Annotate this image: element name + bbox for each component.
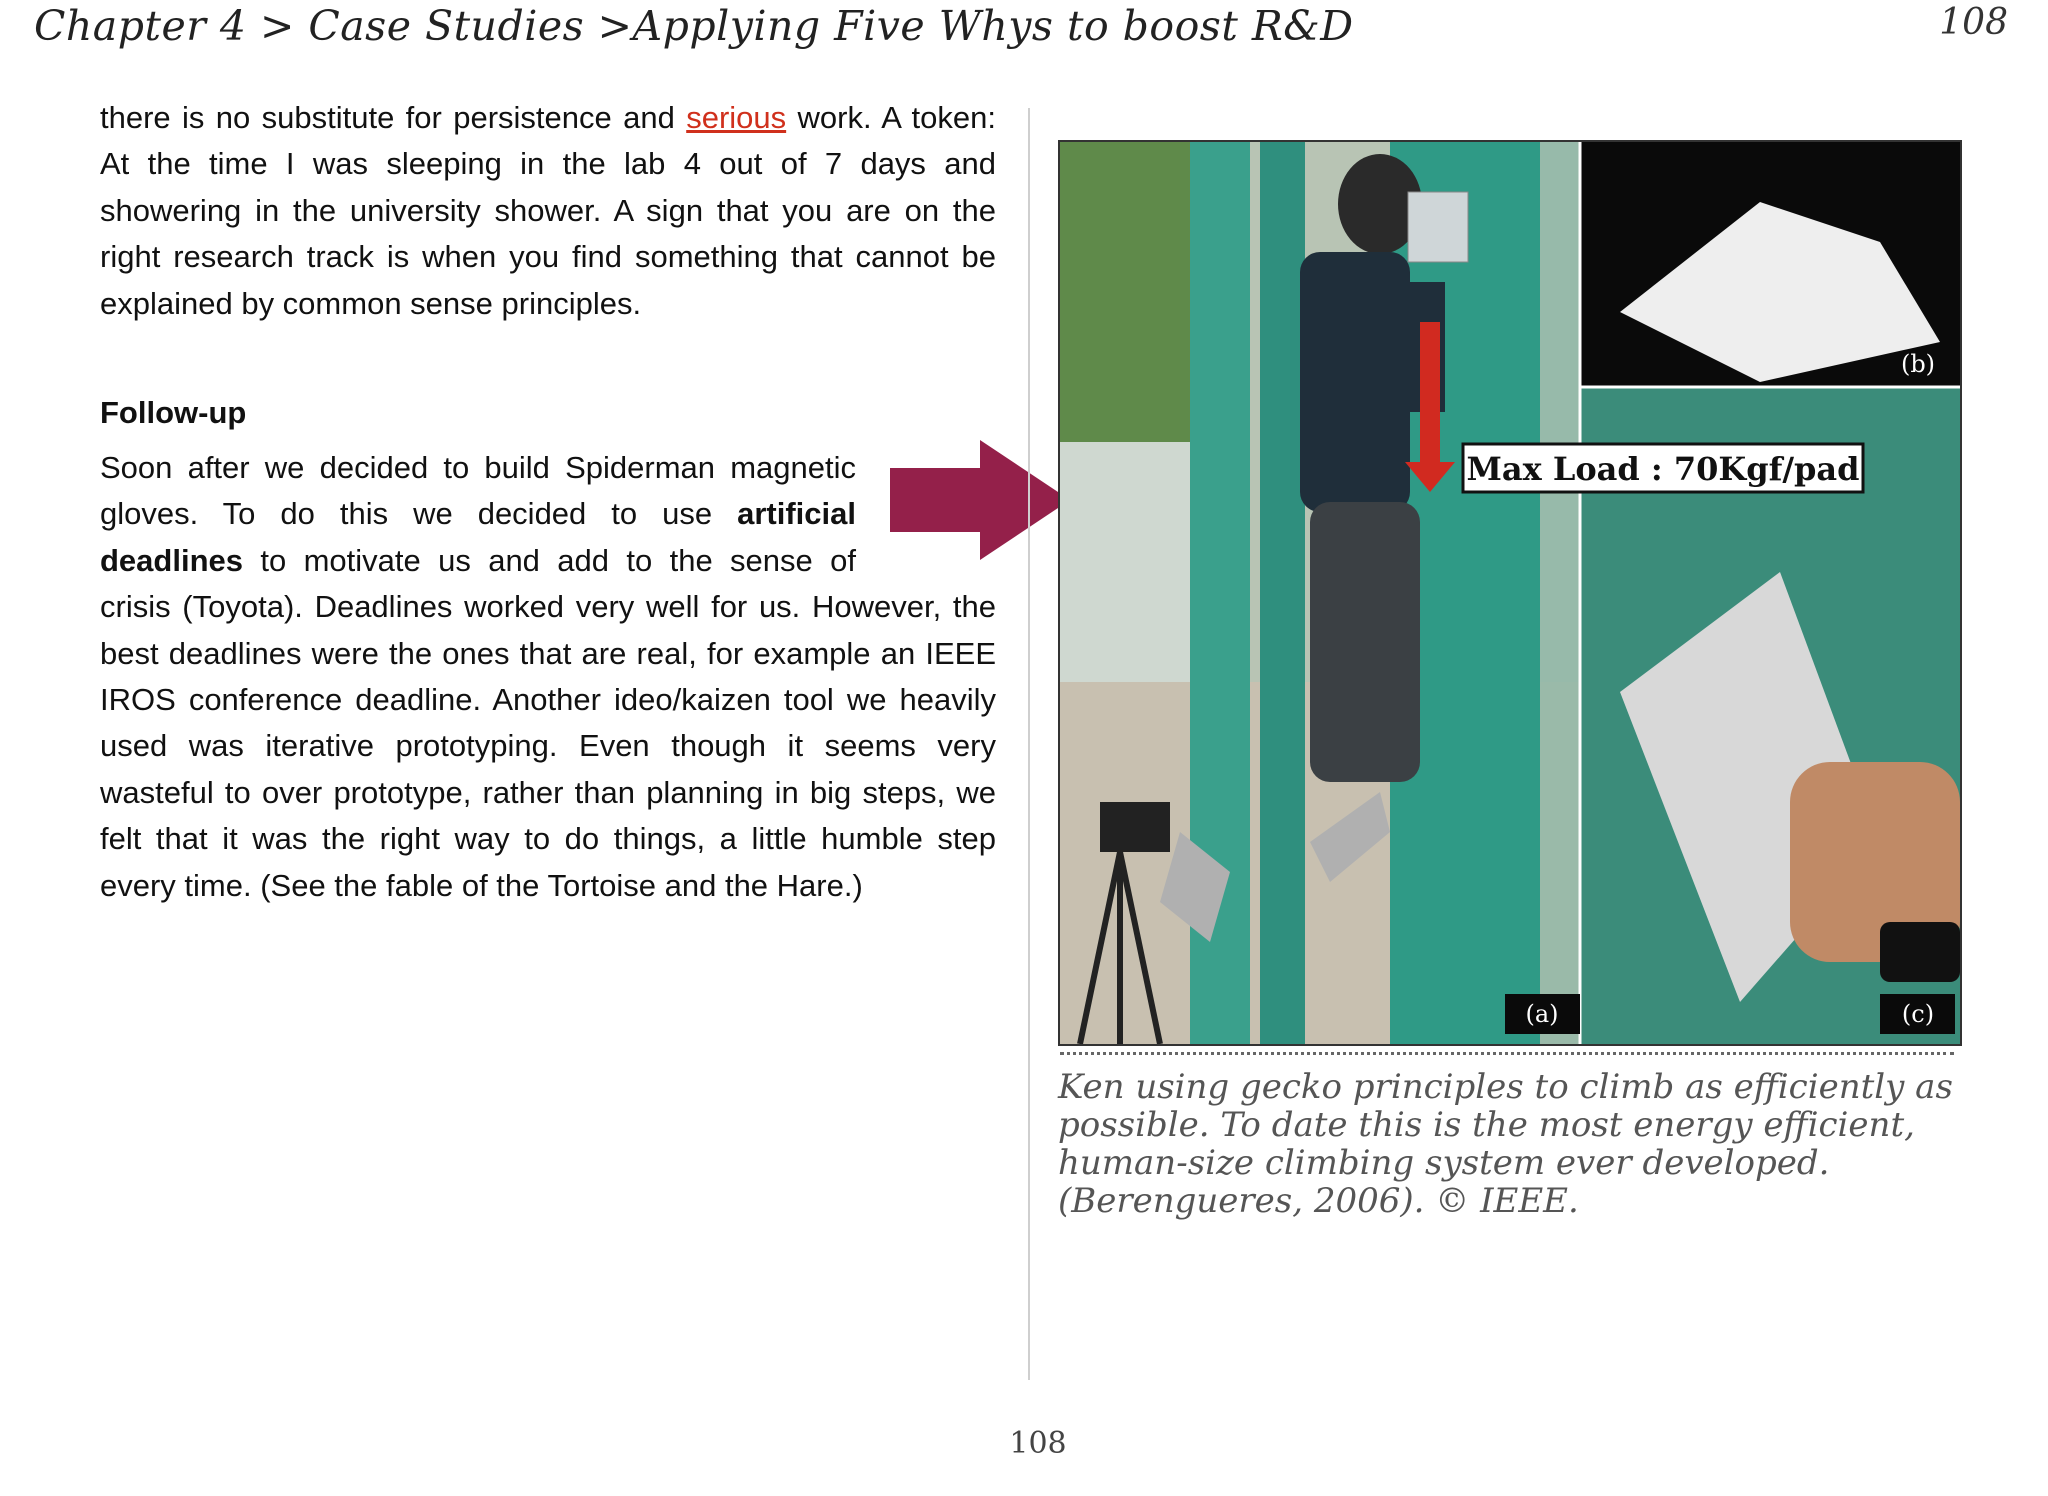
panel-c-label: (c) <box>1901 1000 1935 1028</box>
panel-b-label: (b) <box>1900 350 1936 378</box>
para1-text-start: there is no substitute for persistence and <box>100 100 687 135</box>
paragraph-persistence <box>100 95 996 327</box>
panel-a-label: (a) <box>1525 1000 1559 1028</box>
column-divider <box>1028 108 1030 1380</box>
photo-illustration <box>1060 142 1960 1044</box>
gecko-climbing-photo <box>1058 140 1962 1046</box>
page-number-footer: 108 <box>1009 1426 1067 1461</box>
serious-link[interactable]: serious <box>686 100 787 135</box>
page-number-header: 108 <box>1939 2 2008 43</box>
para2-text-start: Soon after we decided to build Spiderman magnetic gloves. To do this we decided to use <box>100 450 856 532</box>
section-heading: Follow-up <box>100 395 247 431</box>
paragraph-follow-up <box>100 445 996 909</box>
para1-text-end: work. A token: At the time I was sleeping in the lab 4 out of 7 days and showering in the university shower. A sign that you are on the right research track is when you find something that cannot be explained by common sense principles. <box>100 100 997 321</box>
max-load-label: Max Load : 70Kgf/pad <box>1466 450 1860 488</box>
pointer-arrow-icon <box>890 440 1070 560</box>
artificial-deadlines-bold: artificial deadlines <box>100 496 856 578</box>
body-text-column <box>100 95 996 909</box>
figure-caption: Ken using gecko principles to climb as efficiently as possible. To date this is the most energy efficient, human-size climbing system ever developed. (Berengueres, 2006). © IEEE. <box>1058 1067 1953 1221</box>
caption-divider <box>1060 1052 1954 1055</box>
para2-text-rest: to motivate us and add to the sense of crisis (Toyota). Deadlines worked very well for us. However, the best deadlines were the ones that are real, for example an IEEE IROS conference deadline. Another ideo/kaizen tool we heavily used was iterative prototyping. Even though it seems very wasteful to over prototype, rather than planning in big steps, we felt that it was the right way to do things, a little humble step every time. (See the fable of the Tortoise and the Hare.) <box>100 542 996 903</box>
breadcrumb: Chapter 4 > Case Studies >Applying Five Whys to boost R&D <box>34 2 1354 50</box>
